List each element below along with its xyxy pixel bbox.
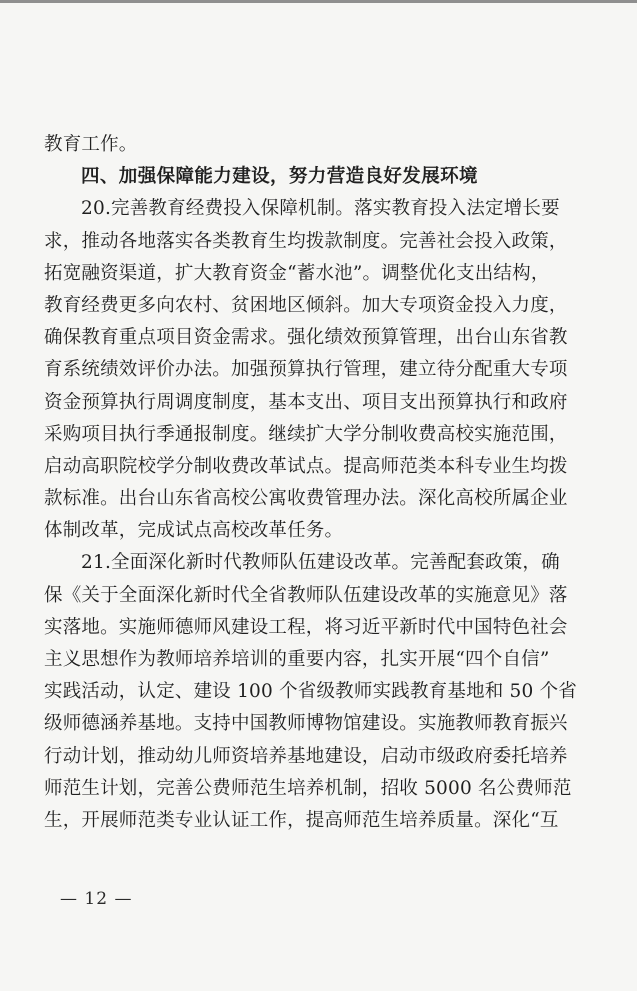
text-line: 采购项目执行季通报制度。继续扩大学分制收费高校实施范围， xyxy=(44,423,568,445)
text-line: 教育工作。 xyxy=(44,134,138,155)
text-line: 拓宽融资渠道，扩大教育资金“蓄水池”。调整优化支出结构， xyxy=(44,262,550,284)
text-line: 确保教育重点项目资金需求。强化绩效预算管理，出台山东省教 xyxy=(44,327,568,349)
paragraph-21-start: 21.全面深化新时代教师队伍建设改革。完善配套政策，确 xyxy=(81,552,560,574)
text-line: 体制改革，完成试点高校改革任务。 xyxy=(44,520,344,542)
text-line: 师范生计划，完善公费师范生培养机制，招收 5000 名公费师范 xyxy=(44,777,572,799)
text-line: 求，推动各地落实各类教育生均拨款制度。完善社会投入政策， xyxy=(44,230,568,252)
page-number: — 12 — xyxy=(60,889,133,909)
body-text xyxy=(44,129,577,837)
text-line: 生，开展师范类专业认证工作，提高师范生培养质量。深化“互 xyxy=(44,809,559,831)
text-line: 级师德涵养基地。支持中国教师博物馆建设。实施教师教育振兴 xyxy=(44,713,568,735)
text-line: 教育经费更多向农村、贫困地区倾斜。加大专项资金投入力度， xyxy=(44,294,568,316)
text-line: 实落地。实施师德师风建设工程，将习近平新时代中国特色社会 xyxy=(44,616,568,638)
text-line: 款标准。出台山东省高校公寓收费管理办法。深化高校所属企业 xyxy=(44,488,568,510)
text-line: 实践活动，认定、建设 100 个省级教师实践教育基地和 50 个省 xyxy=(44,681,577,703)
text-line: 主义思想作为教师培养培训的重要内容，扎实开展“四个自信” xyxy=(44,649,550,670)
paragraph-20-start: 20.完善教育经费投入保障机制。落实教育投入法定增长要 xyxy=(81,198,560,220)
document-page xyxy=(0,3,637,991)
text-line: 资金预算执行周调度制度，基本支出、项目支出预算执行和政府 xyxy=(44,391,568,413)
text-line: 行动计划，推动幼儿师资培养基地建设，启动市级政府委托培养 xyxy=(44,745,568,767)
text-line: 启动高职院校学分制收费改革试点。提高师范类本科专业生均拨 xyxy=(44,455,568,477)
text-line: 育系统绩效评价办法。加强预算执行管理，建立待分配重大专项 xyxy=(44,359,568,381)
text-line: 保《关于全面深化新时代全省教师队伍建设改革的实施意见》落 xyxy=(44,584,568,606)
section-heading: 四、加强保障能力建设，努力营造良好发展环境 xyxy=(81,166,478,188)
